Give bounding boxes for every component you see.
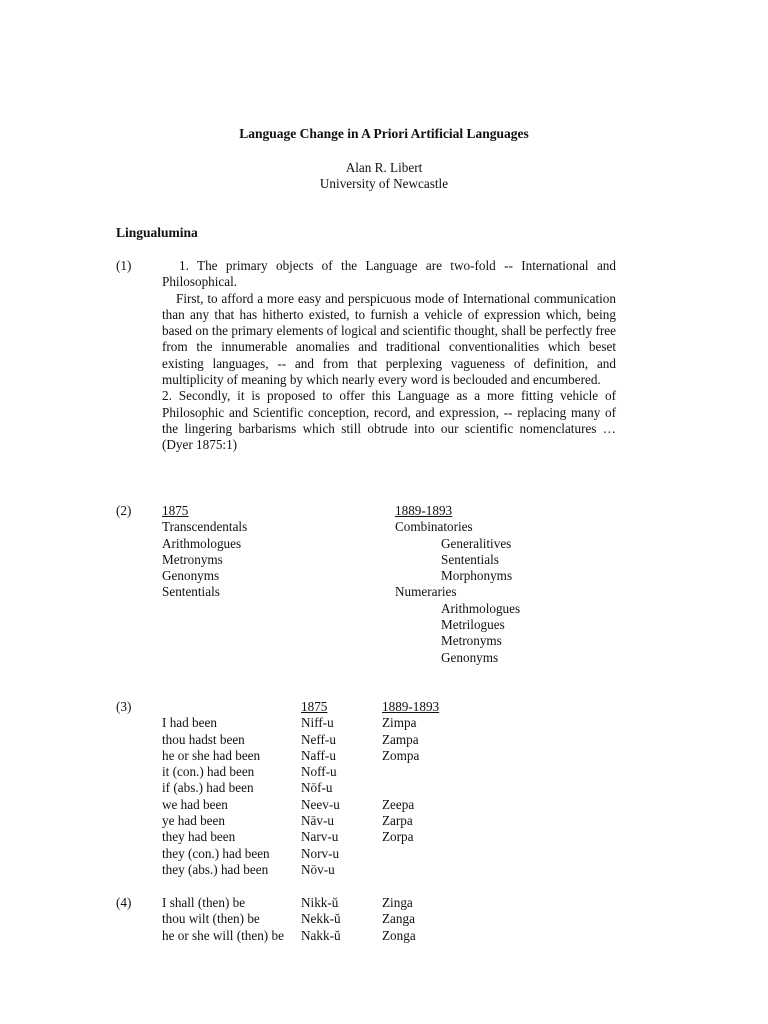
table-cell xyxy=(382,846,462,862)
quote-paragraph: 1. The primary objects of the Language are two-fold -- International and Philosophical. xyxy=(162,258,616,290)
table-cell: thou wilt (then) be xyxy=(162,911,260,927)
example-3-table xyxy=(162,699,462,878)
table-row xyxy=(162,846,462,862)
column-header: 1889-1893 xyxy=(395,503,453,518)
table-cell: we had been xyxy=(162,796,228,812)
paper-title: Language Change in A Priori Artificial Languages xyxy=(239,126,529,141)
list-item: Transcendentals xyxy=(162,519,248,535)
list-item: Genonyms xyxy=(441,649,499,665)
example-number-1: (1) xyxy=(116,258,132,273)
column-header: 1875 xyxy=(162,503,189,518)
table-cell: I had been xyxy=(162,715,217,731)
section-heading: Lingualumina xyxy=(116,225,198,240)
table-row xyxy=(162,780,462,796)
table-row xyxy=(162,715,462,731)
example-2-right-column xyxy=(395,503,520,666)
example-1-quote xyxy=(162,258,616,454)
list-item: Generalitives xyxy=(441,535,512,551)
table-cell: Naff-u xyxy=(301,747,336,763)
list-item: Arithmologues xyxy=(162,535,242,551)
table-cell: Nikk-ŭ xyxy=(301,895,339,910)
table-cell: Zarpa xyxy=(382,813,413,829)
table-cell: Zampa xyxy=(382,731,419,747)
list-item: Morphonyms xyxy=(441,568,513,584)
table-cell: Neff-u xyxy=(301,731,336,747)
table-cell: Nāv-u xyxy=(301,813,334,829)
table-row xyxy=(162,813,462,829)
quote-paragraph: 2. Secondly, it is proposed to offer this Language as a more fitting vehicle of Philosophic and Scientific conception, record, and expression, -- replacing many of the lingering barbarisms which still obtrude into our scientific nomenclatures … (Dyer 1875:1) xyxy=(162,388,616,453)
table-cell: they (abs.) had been xyxy=(162,861,269,877)
table-row xyxy=(162,862,462,878)
table-cell: if (abs.) had been xyxy=(162,780,254,796)
author-name: Alan R. Libert xyxy=(345,160,423,175)
list-item: Genonyms xyxy=(162,568,220,584)
table-cell: Narv-u xyxy=(301,829,339,845)
group-label: Combinatories xyxy=(395,519,473,535)
table-header-cell: 1875 xyxy=(301,699,328,714)
table-row xyxy=(162,797,462,813)
table-row xyxy=(162,928,462,944)
table-cell: Zimpa xyxy=(382,715,417,731)
group-label: Numeraries xyxy=(395,584,457,600)
table-cell: Zorpa xyxy=(382,829,414,845)
example-number-4: (4) xyxy=(116,895,132,910)
table-cell: they had been xyxy=(162,829,236,845)
table-cell: Zeepa xyxy=(382,796,415,812)
table-cell: Zanga xyxy=(382,911,415,927)
list-item: Metronyms xyxy=(441,633,502,649)
table-header-cell xyxy=(162,699,301,715)
table-cell: they (con.) had been xyxy=(162,845,270,861)
table-cell: he or she will (then) be xyxy=(162,927,284,943)
table-cell xyxy=(382,862,462,878)
list-item: Arithmologues xyxy=(441,600,521,616)
table-cell: Norv-u xyxy=(301,845,340,861)
table-cell: it (con.) had been xyxy=(162,764,255,780)
table-cell xyxy=(382,780,462,796)
list-item: Sententials xyxy=(162,584,220,600)
table-cell: Nekk-ŭ xyxy=(301,911,341,927)
table-cell: Neev-u xyxy=(301,796,340,812)
table-cell: Zompa xyxy=(382,747,420,763)
example-number-2: (2) xyxy=(116,503,132,518)
table-cell: Nakk-ŭ xyxy=(301,927,341,943)
table-row xyxy=(162,764,462,780)
quote-paragraph: First, to afford a more easy and perspicuous mode of International communication than any that has hitherto existed, to furnish a vehicle of expression which, being based on the primary elements of logical and scientific thought, shall be perfectly free from the innumerable anomalies and traditional conventionalities which beset existing languages, -- and from that perplexing vagueness of definition, and multiplicity of meaning by which nearly every word is beclouded and encumbered. xyxy=(162,290,616,388)
list-item: Sententials xyxy=(441,551,499,567)
example-2-left-column xyxy=(162,503,247,601)
table-header-cell: 1889-1893 xyxy=(382,699,440,714)
table-cell: Niff-u xyxy=(301,715,334,731)
table-cell: Nōf-u xyxy=(301,780,333,796)
table-cell: Zonga xyxy=(382,927,416,943)
table-cell: I shall (then) be xyxy=(162,895,246,910)
list-item: Metronyms xyxy=(162,551,223,567)
table-row xyxy=(162,748,462,764)
author-affiliation: University of Newcastle xyxy=(319,176,449,191)
table-row xyxy=(162,911,462,927)
table-row xyxy=(162,895,462,911)
table-row xyxy=(162,829,462,845)
table-cell: thou hadst been xyxy=(162,731,245,747)
table-cell: he or she had been xyxy=(162,747,261,763)
table-row xyxy=(162,732,462,748)
table-cell xyxy=(382,764,462,780)
table-cell: Zinga xyxy=(382,895,413,910)
table-cell: Noff-u xyxy=(301,764,337,780)
table-cell: ye had been xyxy=(162,813,225,829)
table-header-row xyxy=(162,699,462,715)
table-cell: Nōv-u xyxy=(301,861,335,877)
example-number-3: (3) xyxy=(116,699,132,714)
list-item: Metrilogues xyxy=(441,617,505,633)
example-4-table xyxy=(162,895,462,944)
